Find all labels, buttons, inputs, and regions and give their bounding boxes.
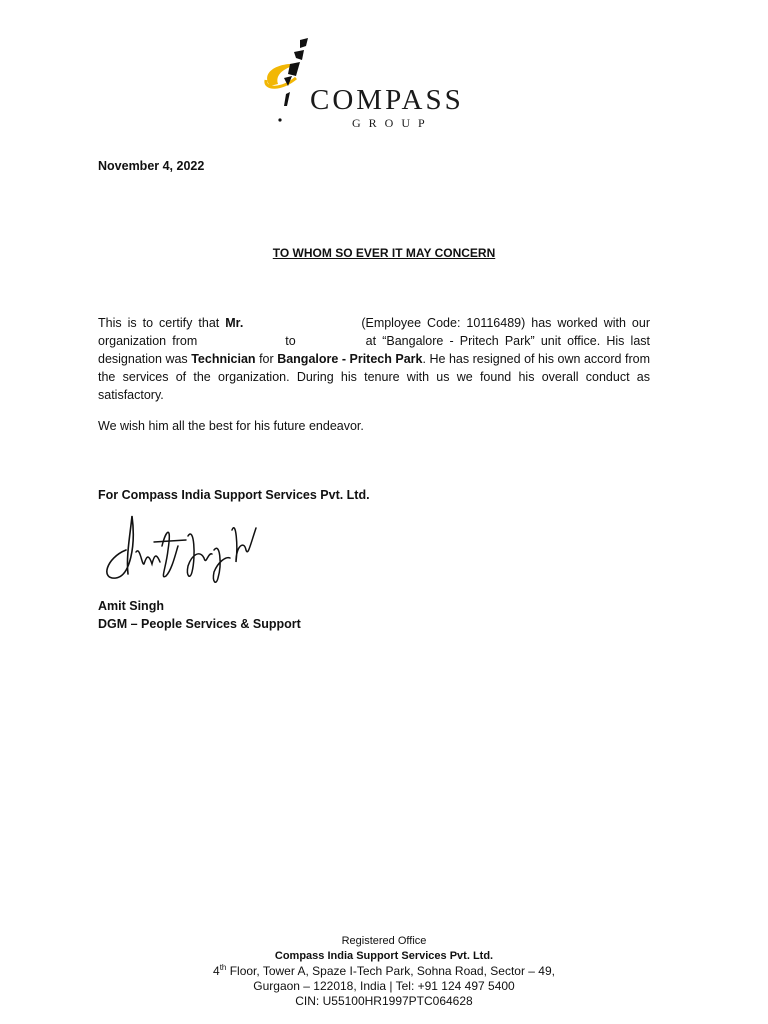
p1-designation: Technician — [191, 352, 256, 366]
p1-conclusion: . He has resigned of his own accord from the services of the organization. During his tenure with us we found his overall conduct as satisfactory. — [98, 352, 650, 402]
footer-label: Registered Office — [341, 935, 427, 947]
compass-group-logo — [256, 28, 496, 140]
p1-unit: at “Bangalore - Pritech Park” unit office. His last designation was — [98, 334, 650, 366]
registered-office-footer — [0, 934, 768, 1009]
footer-address-line2: Gurgaon – 122018, India | Tel: +91 124 497 5400 — [253, 979, 515, 993]
signer-name: Amit Singh — [98, 599, 164, 613]
handwritten-signature — [96, 506, 272, 592]
p1-location: Bangalore - Pritech Park — [277, 352, 423, 366]
footer-company: Compass India Support Services Pvt. Ltd. — [274, 950, 494, 962]
signer-title: DGM – People Services & Support — [98, 617, 301, 631]
wish-line: We wish him all the best for his future endeavor. — [98, 419, 364, 433]
footer-address-line1: 4th Floor, Tower A, Spaze I-Tech Park, Sohna Road, Sector – 49, — [213, 963, 555, 978]
logo-subtext: GROUP — [352, 116, 433, 130]
certification-paragraph — [98, 314, 650, 404]
footer-cin: CIN: U55100HR1997PTC064628 — [295, 994, 473, 1008]
for-company-line: For Compass India Support Services Pvt. Ltd. — [98, 488, 370, 502]
p1-to: to — [285, 334, 296, 348]
p1-employee-code: (Employee Code: 10116489) has worked with our organization from — [98, 316, 650, 348]
p1-for: for — [255, 352, 278, 366]
p1-title: Mr. — [225, 316, 244, 330]
letter-subject: TO WHOM SO EVER IT MAY CONCERN — [272, 246, 496, 260]
logo-wordmark: COMPASS — [310, 84, 464, 116]
letter-date: November 4, 2022 — [98, 159, 205, 173]
p1-intro: This is to certify that — [98, 316, 226, 330]
